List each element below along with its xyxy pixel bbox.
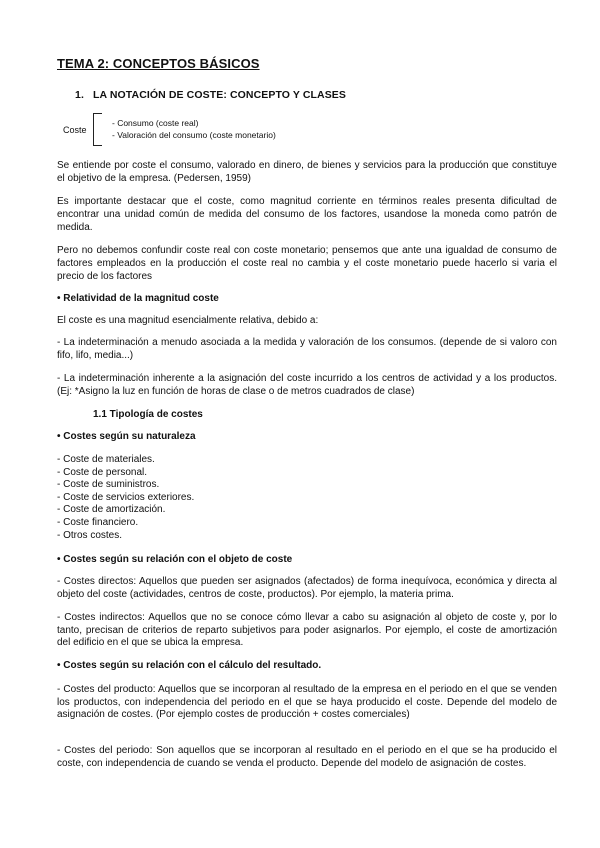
costes-indirectos: - Costes indirectos: Aquellos que no se conoce cómo llevar a cabo su asignación al objeto de coste y, por lo tanto, precisan de criterios de reparto subjetivos para poder asignarlos. Por ejemplo, el coste de amortización del edificio en el que se ubica la empresa. [57, 612, 557, 648]
costes-directos: - Costes directos: Aquellos que pueden ser asignados (afectados) de forma inequívoca, económica y directa al objeto del coste (actividades, centros de coste, productos). Por ejemplo, la materia prima. [57, 576, 557, 600]
list-item: - Coste de servicios exteriores. [57, 491, 195, 503]
coste-diagram-items [112, 117, 276, 141]
list-item: - Coste financiero. [57, 516, 139, 528]
section-heading-text: LA NOTACIÓN DE COSTE: CONCEPTO Y CLASES [93, 89, 347, 101]
heading-objeto-coste: • Costes según su relación con el objeto de coste [57, 554, 293, 565]
list-item: - Otros costes. [57, 529, 123, 541]
relatividad-intro: El coste es una magnitud esencialmente relativa, debido a: [57, 315, 319, 326]
list-item: - Coste de suministros. [57, 479, 160, 491]
page-title: TEMA 2: CONCEPTOS BÁSICOS [57, 56, 260, 71]
heading-calculo-resultado: • Costes según su relación con el cálculo del resultado. [57, 660, 322, 671]
paragraph-definition: Se entiende por coste el consumo, valorado en dinero, de bienes y servicios para la producción que constituye el objetivo de la empresa. (Pedersen, 1959) [57, 160, 557, 184]
list-item: - Coste de personal. [57, 466, 148, 478]
relatividad-point-1: - La indeterminación a menudo asociada a la medida y valoración de los consumos. (depende de si valoro con fifo, lifo, media...) [57, 337, 557, 361]
heading-relatividad: • Relatividad de la magnitud coste [57, 293, 219, 304]
coste-item: - Consumo (coste real) [112, 118, 199, 128]
costes-periodo: - Costes del periodo: Son aquellos que se incorporan al resultado en el periodo en el que se ha producido el coste, con independencia de cuando se venda el producto. Depende del modelo de asignación de costes. [57, 745, 557, 769]
section-heading [75, 89, 346, 101]
relatividad-point-2: - La indeterminación inherente a la asignación del coste incurrido a los centros de actividad y a los productos. (Ej: *Asigno la luz en función de horas de clase o de metros cuadrados de clase) [57, 373, 557, 397]
coste-bracket [93, 113, 102, 146]
coste-item: - Valoración del consumo (coste monetario) [112, 130, 276, 140]
list-item: - Coste de amortización. [57, 504, 166, 516]
naturaleza-list [57, 454, 194, 542]
section-number: 1. [75, 89, 84, 101]
paragraph-real-vs-monetario: Pero no debemos confundir coste real con coste monetario; pensemos que ante una igualdad de consumo de factores empleados en la producción el coste real no cambia y el coste monetario puede hacerlo si varia el precio de los factores [57, 245, 557, 282]
paragraph-magnitud: Es importante destacar que el coste, como magnitud corriente en términos reales presenta dificultad de encontrar una unidad común de medida del consumo de los factores, usandose la moneda como patrón de medida. [57, 196, 557, 233]
heading-naturaleza: • Costes según su naturaleza [57, 431, 196, 442]
list-item: - Coste de materiales. [57, 454, 155, 465]
coste-diagram-label: Coste [63, 125, 87, 135]
costes-producto: - Costes del producto: Aquellos que se incorporan al resultado de la empresa en el periodo en el que se venden los productos, con independencia del periodo en el que se haya producido el coste. Depende del modelo de asignación de costes. (Por ejemplo costes de producción + costes comerciales) [57, 684, 557, 720]
heading-tipologia: 1.1 Tipología de costes [93, 409, 203, 420]
